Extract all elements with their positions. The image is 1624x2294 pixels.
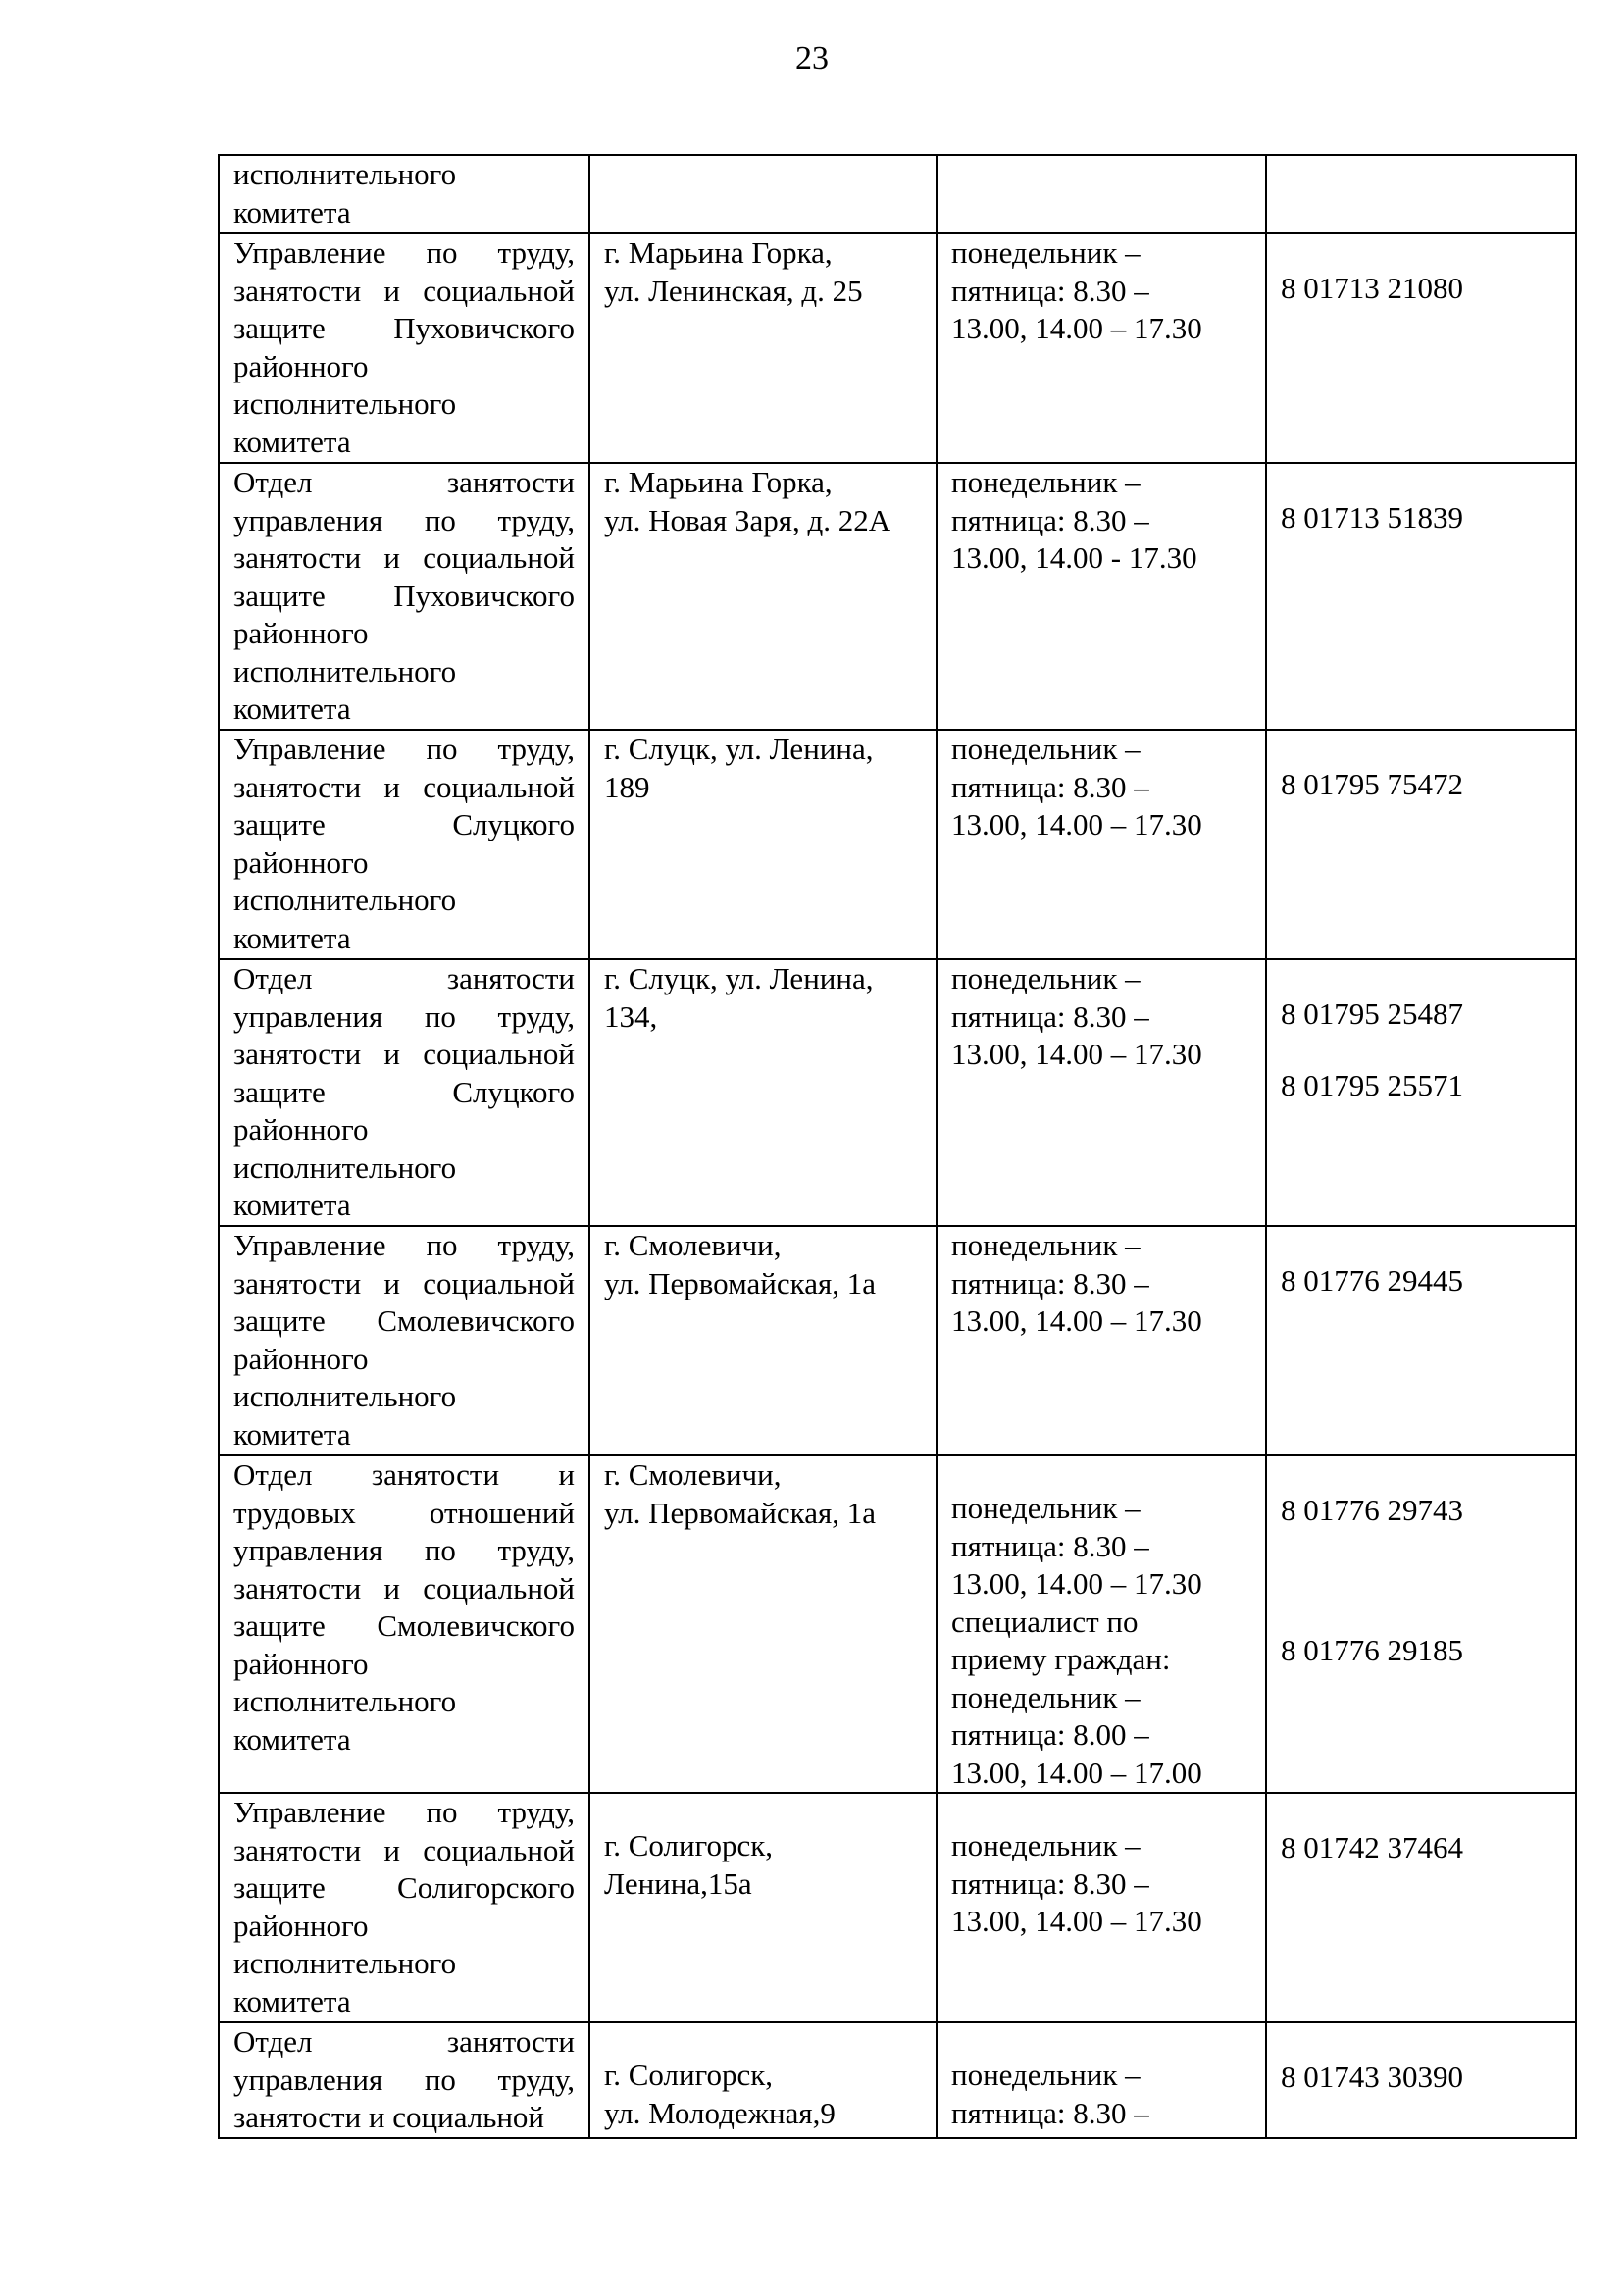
hours-line: понедельник –	[951, 1491, 1141, 1525]
address-line: ул. Первомайская, 1а	[604, 1265, 876, 1300]
address-cell	[589, 233, 937, 463]
org-text: Отдел занятости управления по труду, занятости и социальной защите Слуцкого районного исполнительного комитета	[233, 961, 575, 1222]
hours-line: 13.00, 14.00 – 17.30	[951, 807, 1202, 841]
address-line: г. Слуцк, ул. Ленина,	[604, 961, 874, 995]
hours-line: понедельник –	[951, 2058, 1141, 2092]
hours-cell	[937, 2022, 1266, 2138]
contacts-table	[218, 154, 1577, 2139]
address-line: г. Солигорск,	[604, 2058, 774, 2092]
hours-line: пятница: 8.30 –	[951, 502, 1149, 537]
phone-number: 8 01713 21080	[1281, 271, 1463, 305]
table-row	[219, 959, 1576, 1226]
phone-cell	[1266, 1226, 1576, 1455]
address-line: ул. Ленинская, д. 25	[604, 273, 863, 308]
organization-cell	[219, 959, 589, 1226]
hours-line: 13.00, 14.00 – 17.30	[951, 1037, 1202, 1071]
org-text: Отдел занятости управления по труду, занятости и социальной защите Пуховичского районного исполнительного комитета	[233, 465, 575, 726]
org-text: комитета	[233, 194, 351, 229]
address-cell	[589, 1455, 937, 1793]
org-text: Управление по труду, занятости и социальной защите Солигорского районного исполнительного комитета	[233, 1795, 575, 2018]
phone-cell	[1266, 2022, 1576, 2138]
phone-cell	[1266, 463, 1576, 730]
address-cell	[589, 1793, 937, 2022]
organization-cell	[219, 1793, 589, 2022]
hours-line: пятница: 8.30 –	[951, 998, 1149, 1034]
page-number: 23	[795, 40, 829, 76]
address-cell	[589, 959, 937, 1226]
phone-number: 8 01795 25487	[1281, 996, 1463, 1031]
organization-cell	[219, 2022, 589, 2138]
address-cell	[589, 463, 937, 730]
organization-cell	[219, 1226, 589, 1455]
org-text: Отдел занятости управления по труду, занятости и социальной	[233, 2024, 575, 2134]
table-row	[219, 1455, 1576, 1793]
phone-number: 8 01776 29185	[1281, 1632, 1463, 1667]
hours-line: понедельник –	[951, 235, 1141, 270]
org-text: Управление по труду, занятости и социальной защите Смолевичского районного исполнительного комитета	[233, 1228, 575, 1452]
phone-number: 8 01795 25571	[1281, 1067, 1463, 1102]
address-line: г. Смолевичи,	[604, 1457, 782, 1492]
phone-number: 8 01713 51839	[1281, 500, 1463, 535]
address-line: г. Слуцк, ул. Ленина,	[604, 732, 874, 766]
address-line: г. Марьина Горка,	[604, 465, 833, 499]
hours-line: понедельник –	[951, 1228, 1141, 1262]
table-row	[219, 233, 1576, 463]
address-line: г. Смолевичи,	[604, 1228, 782, 1262]
address-line: ул. Молодежная,9	[604, 2095, 836, 2130]
organization-cell	[219, 730, 589, 959]
hours-cell	[937, 1226, 1266, 1455]
address-line: Ленина,15а	[604, 1865, 752, 1901]
hours-cell	[937, 1455, 1266, 1793]
address-cell	[589, 155, 937, 233]
address-cell	[589, 2022, 937, 2138]
table-row	[219, 1226, 1576, 1455]
address-cell	[589, 1226, 937, 1455]
hours-line: специалист по	[951, 1604, 1139, 1639]
org-text: Управление по труду, занятости и социальной защите Пуховичского районного исполнительного комитета	[233, 235, 575, 459]
hours-cell	[937, 959, 1266, 1226]
hours-line: понедельник –	[951, 961, 1141, 995]
hours-line: понедельник –	[951, 465, 1141, 499]
hours-line: пятница: 8.30 –	[951, 1265, 1149, 1300]
phone-number: 8 01776 29445	[1281, 1263, 1463, 1298]
org-text: Управление по труду, занятости и социальной защите Слуцкого районного исполнительного комитета	[233, 732, 575, 955]
organization-cell	[219, 233, 589, 463]
hours-line: понедельник –	[951, 1828, 1141, 1862]
table-row	[219, 1793, 1576, 2022]
hours-cell	[937, 463, 1266, 730]
phone-cell	[1266, 1455, 1576, 1793]
organization-cell	[219, 155, 589, 233]
hours-cell	[937, 730, 1266, 959]
organization-cell	[219, 1455, 589, 1793]
hours-line: понедельник –	[951, 732, 1141, 766]
organization-cell	[219, 463, 589, 730]
table-row	[219, 2022, 1576, 2138]
hours-line: пятница: 8.30 –	[951, 1865, 1149, 1901]
table-row	[219, 730, 1576, 959]
hours-line: 13.00, 14.00 – 17.00	[951, 1755, 1202, 1790]
phone-cell	[1266, 730, 1576, 959]
hours-cell	[937, 155, 1266, 233]
address-line: г. Марьина Горка,	[604, 235, 833, 270]
phone-number: 8 01743 30390	[1281, 2060, 1463, 2094]
hours-line: пятница: 8.00 –	[951, 1717, 1149, 1752]
hours-line: 13.00, 14.00 – 17.30	[951, 1566, 1202, 1601]
table-row	[219, 155, 1576, 233]
address-line: 189	[604, 769, 650, 804]
address-line: ул. Новая Заря, д. 22А	[604, 502, 891, 537]
org-text: Отдел занятости и трудовых отношений управления по труду, занятости и социальной защите Смолевичского районного исполнительного комитета	[233, 1457, 575, 1757]
address-line: ул. Первомайская, 1а	[604, 1495, 876, 1530]
hours-line: понедельник –	[951, 1679, 1141, 1714]
hours-line: приему граждан:	[951, 1642, 1171, 1676]
address-cell	[589, 730, 937, 959]
hours-line: 13.00, 14.00 – 17.30	[951, 1303, 1202, 1338]
phone-number: 8 01776 29743	[1281, 1493, 1463, 1527]
hours-cell	[937, 1793, 1266, 2022]
hours-cell	[937, 233, 1266, 463]
address-line: г. Солигорск,	[604, 1828, 774, 1862]
phone-number: 8 01795 75472	[1281, 767, 1463, 801]
phone-cell	[1266, 959, 1576, 1226]
hours-line: 13.00, 14.00 – 17.30	[951, 1904, 1202, 1938]
hours-line: 13.00, 14.00 - 17.30	[951, 540, 1197, 575]
address-line: 134,	[604, 998, 658, 1034]
phone-cell	[1266, 1793, 1576, 2022]
phone-cell	[1266, 233, 1576, 463]
table-row	[219, 463, 1576, 730]
phone-number: 8 01742 37464	[1281, 1830, 1463, 1864]
hours-line: пятница: 8.30 –	[951, 769, 1149, 804]
phone-cell	[1266, 155, 1576, 233]
hours-line: пятница: 8.30 –	[951, 1528, 1149, 1563]
hours-line: пятница: 8.30 –	[951, 2095, 1149, 2130]
org-text: исполнительного	[233, 157, 457, 191]
hours-line: пятница: 8.30 –	[951, 273, 1149, 308]
hours-line: 13.00, 14.00 – 17.30	[951, 311, 1202, 345]
